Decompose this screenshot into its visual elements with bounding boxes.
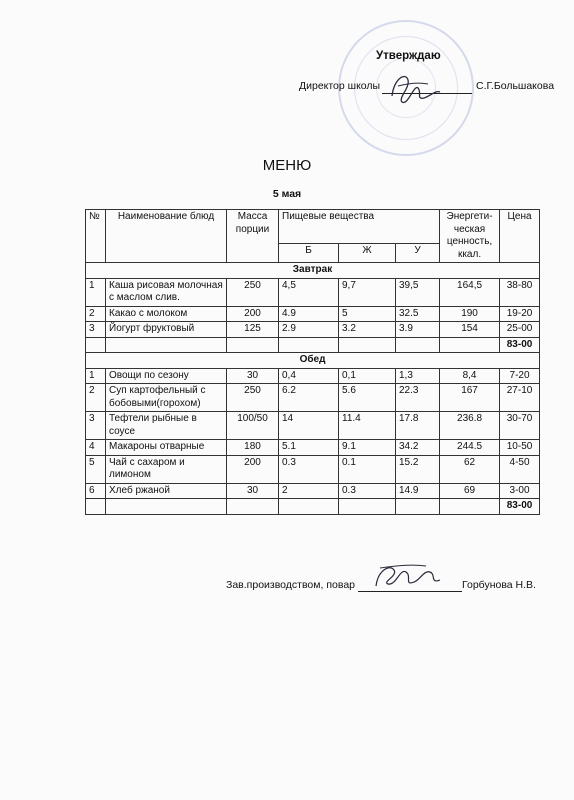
price-value: 38-80 [500,278,540,306]
dish-mass: 125 [227,322,279,338]
total-empty-cell [106,337,227,353]
row-number: 2 [86,384,106,412]
energy-value: 8,4 [440,368,500,384]
header-name: Наименование блюд [106,210,227,263]
section-title: Обед [86,353,540,369]
fat-value: 0.1 [339,455,396,483]
carb-value: 17.8 [396,412,440,440]
dish-name: Тефтели рыбные в соусе [106,412,227,440]
table-row [86,440,540,456]
director-position: Директор школы [299,80,381,92]
protein-value: 2.9 [279,322,339,338]
total-empty-cell [339,499,396,515]
header-energy: Энергети-ческая ценность, ккал. [440,210,500,263]
price-value: 27-10 [500,384,540,412]
total-empty-cell [279,499,339,515]
approval-title: Утверждаю [376,50,441,62]
carb-value: 15.2 [396,455,440,483]
dish-name: Хлеб ржаной [106,483,227,499]
fat-value: 9,7 [339,278,396,306]
header-mass: Масса порции [227,210,279,263]
protein-value: 4.9 [279,306,339,322]
header-nutrients: Пищевые вещества [279,210,440,244]
total-empty-cell [106,499,227,515]
table-row [86,455,540,483]
menu-table [85,209,540,515]
section-header-row [86,353,540,369]
price-value: 3-00 [500,483,540,499]
footer-name: Горбунова Н.В. [462,579,536,591]
total-empty-cell [279,337,339,353]
total-empty-cell [339,337,396,353]
protein-value: 0,4 [279,368,339,384]
price-value: 25-00 [500,322,540,338]
total-empty-cell [227,337,279,353]
carb-value: 14.9 [396,483,440,499]
header-num: № [86,210,106,263]
header-b: Б [279,243,339,262]
total-row [86,337,540,353]
total-empty-cell [440,499,500,515]
menu-date: 5 мая [272,188,302,200]
price-value: 7-20 [500,368,540,384]
total-row [86,499,540,515]
page-title: МЕНЮ [262,157,312,174]
total-empty-cell [440,337,500,353]
dish-mass: 200 [227,455,279,483]
fat-value: 0.3 [339,483,396,499]
row-number: 5 [86,455,106,483]
fat-value: 5.6 [339,384,396,412]
table-row [86,306,540,322]
energy-value: 69 [440,483,500,499]
row-number: 1 [86,368,106,384]
energy-value: 167 [440,384,500,412]
row-number: 1 [86,278,106,306]
carb-value: 3.9 [396,322,440,338]
price-value: 30-70 [500,412,540,440]
energy-value: 62 [440,455,500,483]
table-row [86,483,540,499]
carb-value: 1,3 [396,368,440,384]
director-signature-icon [384,66,444,110]
energy-value: 244.5 [440,440,500,456]
row-number: 3 [86,322,106,338]
energy-value: 236.8 [440,412,500,440]
price-value: 19-20 [500,306,540,322]
header-price: Цена [500,210,540,263]
total-empty-cell [86,337,106,353]
fat-value: 3.2 [339,322,396,338]
director-name: С.Г.Большакова [476,80,555,92]
dish-name: Макароны отварные [106,440,227,456]
protein-value: 0.3 [279,455,339,483]
dish-mass: 250 [227,278,279,306]
section-title: Завтрак [86,263,540,279]
protein-value: 14 [279,412,339,440]
dish-mass: 200 [227,306,279,322]
table-row [86,384,540,412]
energy-value: 164,5 [440,278,500,306]
cook-signature-icon [370,560,448,594]
table-row [86,368,540,384]
carb-value: 39,5 [396,278,440,306]
section-header-row [86,263,540,279]
dish-mass: 30 [227,368,279,384]
table-header-row [86,210,540,244]
table-row [86,322,540,338]
dish-name: Овощи по сезону [106,368,227,384]
price-value: 4-50 [500,455,540,483]
fat-value: 5 [339,306,396,322]
section-total: 83-00 [500,499,540,515]
fat-value: 11.4 [339,412,396,440]
total-empty-cell [227,499,279,515]
row-number: 4 [86,440,106,456]
dish-mass: 250 [227,384,279,412]
section-total: 83-00 [500,337,540,353]
carb-value: 22.3 [396,384,440,412]
total-empty-cell [396,337,440,353]
table-row [86,412,540,440]
total-empty-cell [86,499,106,515]
energy-value: 154 [440,322,500,338]
dish-name: Чай с сахаром и лимоном [106,455,227,483]
protein-value: 2 [279,483,339,499]
header-zh: Ж [339,243,396,262]
protein-value: 6.2 [279,384,339,412]
row-number: 3 [86,412,106,440]
carb-value: 34.2 [396,440,440,456]
dish-name: Каша рисовая молочная с маслом слив. [106,278,227,306]
footer-position: Зав.производством, повар [226,579,355,591]
energy-value: 190 [440,306,500,322]
dish-name: Какао с молоком [106,306,227,322]
carb-value: 32.5 [396,306,440,322]
price-value: 10-50 [500,440,540,456]
row-number: 2 [86,306,106,322]
total-empty-cell [396,499,440,515]
dish-mass: 30 [227,483,279,499]
fat-value: 0,1 [339,368,396,384]
table-row [86,278,540,306]
protein-value: 5.1 [279,440,339,456]
dish-mass: 180 [227,440,279,456]
dish-name: Йогурт фруктовый [106,322,227,338]
fat-value: 9.1 [339,440,396,456]
dish-name: Суп картофельный с бобовыми(горохом) [106,384,227,412]
row-number: 6 [86,483,106,499]
dish-mass: 100/50 [227,412,279,440]
header-u: У [396,243,440,262]
protein-value: 4,5 [279,278,339,306]
